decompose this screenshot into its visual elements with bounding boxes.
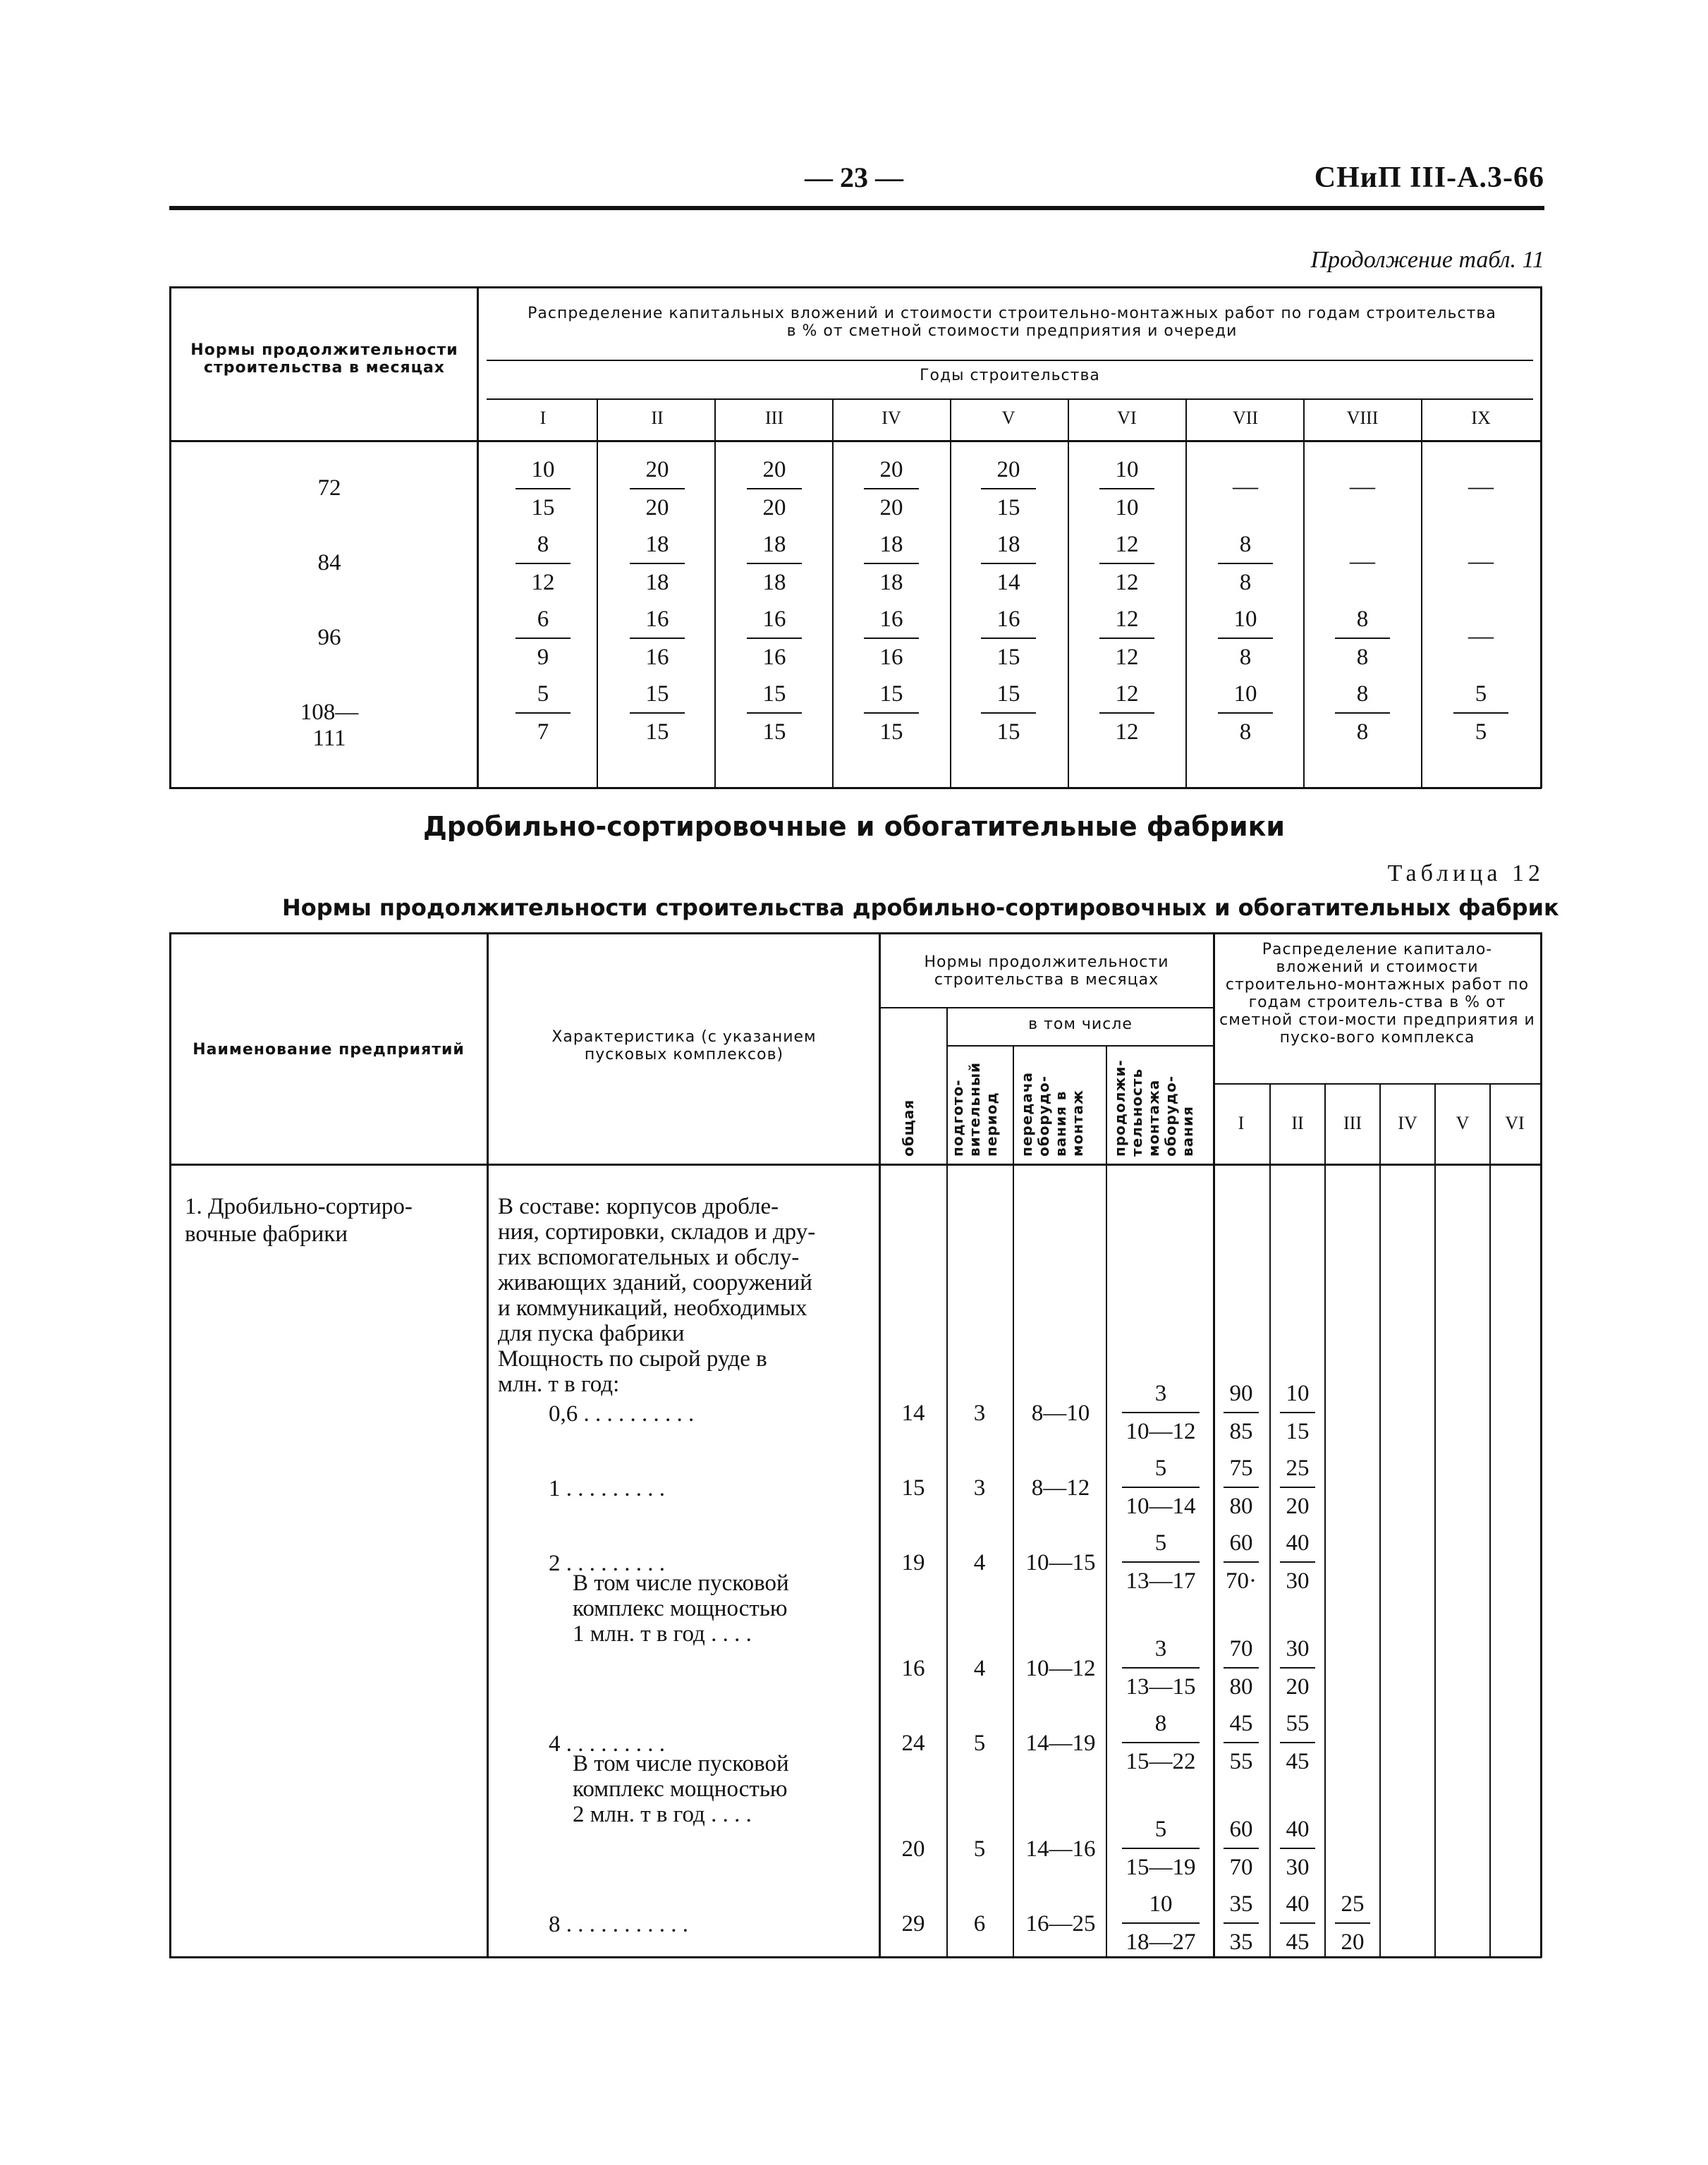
year-col-III: III xyxy=(765,408,783,428)
cell-fraction-numerator: 15 xyxy=(762,681,786,707)
cell-dash: — xyxy=(1350,547,1375,575)
table-12-label: Таблица 12 xyxy=(1387,860,1544,886)
cell-fraction-numerator: 20 xyxy=(996,457,1020,482)
row-year-fraction-numerator: 40 xyxy=(1286,1891,1310,1917)
row-year-fraction xyxy=(1269,1454,1326,1520)
cell-dash: — xyxy=(1468,472,1494,500)
row-year-fraction-numerator: 60 xyxy=(1229,1530,1253,1556)
cell-fraction-bar xyxy=(516,638,571,639)
page-number: — 23 — xyxy=(805,161,903,193)
cell-fraction-bar xyxy=(981,563,1036,564)
row-year-fraction-denominator: 45 xyxy=(1286,1929,1310,1955)
row-equip: 8—12 xyxy=(1031,1475,1090,1501)
composition-line: ния, сортировки, складов и дру- xyxy=(498,1219,816,1245)
row-year-fraction xyxy=(1213,1890,1269,1956)
cell-fraction-numerator: 16 xyxy=(879,606,903,632)
cell-fraction-denominator: 8 xyxy=(1239,570,1252,595)
row-year-fraction-denominator: 20 xyxy=(1286,1494,1310,1519)
cell-fraction-denominator: 12 xyxy=(1115,645,1139,670)
cell-fraction-denominator: 20 xyxy=(645,495,669,520)
row-equip: 16—25 xyxy=(1025,1911,1096,1937)
row-year-fraction xyxy=(1269,1635,1326,1701)
cell-fraction-denominator: 12 xyxy=(1115,570,1139,595)
cell-fraction-denominator: 18 xyxy=(645,570,669,595)
composition-line: В составе: корпусов дробле- xyxy=(498,1194,779,1219)
row-year-fraction-bar xyxy=(1280,1412,1315,1413)
cell-fraction xyxy=(853,680,930,746)
year-col-IV: IV xyxy=(882,408,901,428)
row-year-fraction-numerator: 30 xyxy=(1286,1636,1310,1661)
cell-fraction xyxy=(1324,680,1401,746)
year-col-VI: VI xyxy=(1505,1113,1525,1133)
row-year-fraction-denominator: 20 xyxy=(1341,1929,1365,1955)
cell-fraction-numerator: 5 xyxy=(537,681,549,707)
cell-fraction xyxy=(1088,456,1166,522)
row-prep: 5 xyxy=(973,1731,986,1756)
cell-fraction xyxy=(618,530,696,597)
row-year-fraction-numerator: 40 xyxy=(1286,1817,1310,1842)
cell-fraction-numerator: 15 xyxy=(879,681,903,707)
cell-dash: — xyxy=(1468,547,1494,575)
cell-fraction xyxy=(970,680,1047,746)
row-label-line: комплекс мощностью xyxy=(573,1776,788,1802)
row-year-fraction-numerator: 60 xyxy=(1229,1817,1253,1842)
row-mount-fraction-bar xyxy=(1122,1412,1200,1413)
row-mount-fraction xyxy=(1111,1454,1210,1520)
row-mount-fraction xyxy=(1111,1709,1210,1776)
cell-dash: — xyxy=(1468,621,1494,650)
cell-fraction xyxy=(504,456,582,522)
row-year-fraction xyxy=(1213,1454,1269,1520)
cell-fraction-denominator: 8 xyxy=(1356,719,1369,745)
row-year-fraction-numerator: 75 xyxy=(1229,1456,1253,1481)
cell-fraction-denominator: 8 xyxy=(1239,645,1252,670)
row-year-fraction-denominator: 20 xyxy=(1286,1674,1310,1700)
cell-fraction-denominator: 15 xyxy=(996,719,1020,745)
row-prep: 4 xyxy=(973,1656,986,1681)
row-months: 84 xyxy=(317,550,341,575)
cell-fraction-numerator: 12 xyxy=(1115,532,1139,557)
cell-fraction-bar xyxy=(516,712,571,714)
row-year-fraction-bar xyxy=(1224,1848,1259,1849)
composition-line: для пуска фабрики xyxy=(498,1321,685,1346)
row-year-fraction-denominator: 70 xyxy=(1229,1855,1253,1880)
cell-fraction xyxy=(736,456,813,522)
cell-fraction-bar xyxy=(864,488,919,489)
row-label: 8 . . . . . . . . . . . xyxy=(549,1912,688,1937)
cell-fraction-numerator: 8 xyxy=(1356,681,1369,707)
row-year-fraction xyxy=(1213,1635,1269,1701)
row-label: 2 . . . . . . . . . xyxy=(549,1551,665,1576)
cell-fraction xyxy=(970,456,1047,522)
cell-fraction-numerator: 18 xyxy=(996,532,1020,557)
row-label: 4 . . . . . . . . . xyxy=(549,1731,665,1757)
row-mount-fraction xyxy=(1111,1890,1210,1956)
row-year-fraction-denominator: 45 xyxy=(1286,1749,1310,1774)
cell-fraction-numerator: 8 xyxy=(1356,606,1369,632)
row-prep: 3 xyxy=(973,1401,986,1426)
cell-fraction-numerator: 20 xyxy=(879,457,903,482)
cell-fraction-denominator: 5 xyxy=(1475,719,1487,745)
row-equip: 10—12 xyxy=(1025,1656,1096,1681)
composition-line: Мощность по сырой руде в xyxy=(498,1346,767,1372)
row-year-fraction-bar xyxy=(1280,1667,1315,1669)
cell-fraction-denominator: 15 xyxy=(531,495,555,520)
row-mount-fraction xyxy=(1111,1379,1210,1446)
cell-fraction-bar xyxy=(1453,712,1508,714)
row-year-fraction-bar xyxy=(1280,1742,1315,1743)
row-year-fraction xyxy=(1269,1379,1326,1446)
year-col-VII: VII xyxy=(1232,408,1259,428)
cell-fraction-bar xyxy=(516,563,571,564)
cell-fraction-numerator: 10 xyxy=(1115,457,1139,482)
row-prep: 3 xyxy=(973,1475,986,1501)
header-rule xyxy=(169,206,1544,210)
row-mount-fraction-denominator: 13—17 xyxy=(1126,1568,1196,1594)
cell-fraction-bar xyxy=(747,563,802,564)
cell-fraction-denominator: 8 xyxy=(1239,719,1252,745)
cell-fraction-numerator: 18 xyxy=(762,532,786,557)
cell-fraction xyxy=(853,605,930,671)
row-year-fraction xyxy=(1213,1709,1269,1776)
row-year-fraction-bar xyxy=(1280,1487,1315,1488)
cell-fraction-bar xyxy=(981,712,1036,714)
cell-fraction-numerator: 16 xyxy=(762,606,786,632)
cell-fraction-denominator: 18 xyxy=(762,570,786,595)
t12-head-characteristic: Характеристика (с указанием пусковых комплексов) xyxy=(551,1028,817,1063)
cell-fraction xyxy=(736,605,813,671)
cell-fraction-numerator: 16 xyxy=(645,606,669,632)
cell-fraction-bar xyxy=(630,712,685,714)
cell-fraction-denominator: 12 xyxy=(531,570,555,595)
year-col-V: V xyxy=(1456,1113,1470,1133)
cell-fraction-denominator: 16 xyxy=(645,645,669,670)
row-year-fraction-denominator: 55 xyxy=(1229,1749,1253,1774)
year-col-V: V xyxy=(1001,408,1015,428)
cell-dash: — xyxy=(1233,472,1258,500)
cell-fraction xyxy=(1088,605,1166,671)
cell-fraction-denominator: 8 xyxy=(1356,645,1369,670)
row-year-fraction-denominator: 30 xyxy=(1286,1855,1310,1880)
year-col-I: I xyxy=(1238,1113,1245,1133)
year-col-IV: IV xyxy=(1398,1113,1417,1133)
cell-fraction-numerator: 8 xyxy=(537,532,549,557)
row-year-fraction-numerator: 10 xyxy=(1286,1381,1310,1406)
t12-head-prep: подгото-вительный период xyxy=(949,1061,1000,1157)
cell-fraction-denominator: 16 xyxy=(879,645,903,670)
t11-head-distribution: Распределение капитальных вложений и стоимости строительно-монтажных работ по годам строительства в % от сметной стоимости предприятия и очереди xyxy=(527,305,1496,340)
cell-fraction-bar xyxy=(630,638,685,639)
cell-fraction-numerator: 20 xyxy=(645,457,669,482)
row-mount-fraction xyxy=(1111,1635,1210,1701)
cell-fraction-denominator: 14 xyxy=(996,570,1020,595)
cell-fraction xyxy=(504,680,582,746)
row-year-fraction-bar xyxy=(1280,1561,1315,1563)
row-year-fraction xyxy=(1213,1529,1269,1595)
row-equip: 14—19 xyxy=(1025,1731,1096,1756)
cell-fraction-bar xyxy=(1218,638,1273,639)
row-year-fraction xyxy=(1324,1890,1381,1956)
cell-fraction-bar xyxy=(1335,712,1390,714)
row-mount-fraction-bar xyxy=(1122,1667,1200,1669)
cell-fraction-numerator: 15 xyxy=(996,681,1020,707)
cell-fraction xyxy=(1324,605,1401,671)
row-year-fraction-bar xyxy=(1224,1561,1259,1563)
cell-fraction-numerator: 6 xyxy=(537,606,549,632)
cell-fraction-denominator: 20 xyxy=(762,495,786,520)
row-year-fraction-numerator: 35 xyxy=(1229,1891,1253,1917)
continuation-label: Продолжение табл. 11 xyxy=(1310,247,1544,273)
row-label-line: комплекс мощностью xyxy=(573,1596,788,1621)
row-mount-fraction-bar xyxy=(1122,1487,1200,1488)
cell-fraction-numerator: 20 xyxy=(762,457,786,482)
cell-fraction xyxy=(1442,680,1520,746)
cell-fraction-numerator: 8 xyxy=(1239,532,1252,557)
row-year-fraction-bar xyxy=(1224,1412,1259,1413)
cell-fraction-bar xyxy=(1335,638,1390,639)
cell-fraction-denominator: 7 xyxy=(537,719,549,745)
cell-dash: — xyxy=(1350,472,1375,500)
cell-fraction-numerator: 18 xyxy=(879,532,903,557)
row-mount-fraction xyxy=(1111,1815,1210,1882)
row-year-fraction-bar xyxy=(1335,1922,1370,1924)
cell-fraction xyxy=(1207,605,1284,671)
cell-fraction-denominator: 9 xyxy=(537,645,549,670)
row-year-fraction-denominator: 15 xyxy=(1286,1419,1310,1444)
cell-fraction-bar xyxy=(864,712,919,714)
cell-fraction-numerator: 16 xyxy=(996,606,1020,632)
row-label-line: В том числе пусковой xyxy=(573,1751,789,1776)
year-col-I: I xyxy=(539,408,547,428)
composition-line: гих вспомогательных и обслу- xyxy=(498,1245,800,1270)
row-months: 72 xyxy=(317,475,341,501)
cell-fraction-bar xyxy=(1099,712,1154,714)
cell-fraction-denominator: 15 xyxy=(996,645,1020,670)
cell-fraction-bar xyxy=(747,488,802,489)
row-label: 1 . . . . . . . . . xyxy=(549,1476,665,1501)
cell-fraction-denominator: 15 xyxy=(762,719,786,745)
year-col-III: III xyxy=(1343,1113,1362,1133)
row-mount-fraction-numerator: 5 xyxy=(1154,1530,1167,1556)
row-year-fraction xyxy=(1269,1529,1326,1595)
composition-line: живающих зданий, сооружений xyxy=(498,1270,812,1295)
table-12-title: Нормы продолжительности строительства дробильно-сортировочных и обогатительных фабрик xyxy=(282,894,1559,921)
row-equip: 10—15 xyxy=(1025,1550,1096,1575)
row-mount-fraction-bar xyxy=(1122,1561,1200,1563)
cell-fraction-bar xyxy=(1099,638,1154,639)
year-col-II: II xyxy=(1291,1113,1304,1133)
cell-fraction-numerator: 5 xyxy=(1475,681,1487,707)
cell-fraction xyxy=(504,605,582,671)
row-year-fraction xyxy=(1269,1890,1326,1956)
cell-fraction-denominator: 10 xyxy=(1115,495,1139,520)
row-year-fraction-bar xyxy=(1224,1922,1259,1924)
row-mount-fraction-numerator: 8 xyxy=(1154,1711,1167,1736)
cell-fraction-bar xyxy=(1099,488,1154,489)
row-year-fraction-denominator: 85 xyxy=(1229,1419,1253,1444)
row-label-line: 2 млн. т в год . . . . xyxy=(573,1802,752,1827)
row-total: 20 xyxy=(901,1836,925,1862)
row-prep: 6 xyxy=(973,1911,986,1937)
row-year-fraction-denominator: 30 xyxy=(1286,1568,1310,1594)
row-year-fraction-numerator: 40 xyxy=(1286,1530,1310,1556)
row-year-fraction-denominator: 80 xyxy=(1229,1674,1253,1700)
row-mount-fraction-numerator: 10 xyxy=(1149,1891,1173,1917)
row-year-fraction-numerator: 25 xyxy=(1341,1891,1365,1917)
row-total: 14 xyxy=(901,1401,925,1426)
year-col-VI: VI xyxy=(1117,408,1137,428)
cell-fraction-denominator: 15 xyxy=(645,719,669,745)
cell-fraction xyxy=(853,456,930,522)
row-year-fraction-numerator: 25 xyxy=(1286,1456,1310,1481)
t12-head-name: Наименование предприятий xyxy=(193,1041,465,1059)
cell-fraction xyxy=(1207,530,1284,597)
cell-fraction xyxy=(736,680,813,746)
composition-line: и коммуникаций, необходимых xyxy=(498,1295,807,1321)
t12-head-incl: в том числе xyxy=(1028,1016,1133,1033)
cell-fraction-numerator: 10 xyxy=(1233,681,1257,707)
cell-fraction-numerator: 12 xyxy=(1115,681,1139,707)
row-mount-fraction-numerator: 5 xyxy=(1154,1817,1167,1842)
cell-fraction xyxy=(1088,530,1166,597)
cell-fraction-denominator: 15 xyxy=(996,495,1020,520)
row-year-fraction xyxy=(1213,1379,1269,1446)
row-year-fraction-denominator: 80 xyxy=(1229,1494,1253,1519)
row-mount-fraction-denominator: 18—27 xyxy=(1126,1929,1196,1955)
cell-fraction xyxy=(618,456,696,522)
cell-fraction-bar xyxy=(1218,712,1273,714)
row-year-fraction-bar xyxy=(1224,1667,1259,1669)
row-mount-fraction-numerator: 3 xyxy=(1154,1636,1167,1661)
cell-fraction xyxy=(970,605,1047,671)
cell-fraction xyxy=(853,530,930,597)
row-year-fraction-bar xyxy=(1224,1487,1259,1488)
cell-fraction xyxy=(736,530,813,597)
row-year-fraction-bar xyxy=(1280,1848,1315,1849)
row-total: 16 xyxy=(901,1656,925,1681)
cell-fraction-bar xyxy=(1099,563,1154,564)
row-year-fraction-bar xyxy=(1224,1742,1259,1743)
cell-fraction-denominator: 16 xyxy=(762,645,786,670)
t12-head-equip: передача оборудо-вания в монтаж xyxy=(1018,1071,1086,1157)
cell-fraction xyxy=(504,530,582,597)
t12-head-norms: Нормы продолжительности строительства в месяцах xyxy=(924,953,1169,989)
cell-fraction-bar xyxy=(630,488,685,489)
row-months: 108—111 xyxy=(300,700,359,751)
document-code: СНиП III-А.3-66 xyxy=(1314,161,1544,194)
cell-fraction-numerator: 10 xyxy=(1233,606,1257,632)
row-year-fraction xyxy=(1269,1709,1326,1776)
row-prep: 4 xyxy=(973,1550,986,1575)
t11-head-months: Нормы продолжительности строительства в месяцах xyxy=(190,341,458,377)
row-total: 19 xyxy=(901,1550,925,1575)
t12-enterprise-name: 1. Дробильно-сортиро-вочные фабрики xyxy=(185,1194,413,1247)
cell-fraction-denominator: 15 xyxy=(879,719,903,745)
cell-fraction-denominator: 18 xyxy=(879,570,903,595)
row-mount-fraction-denominator: 10—14 xyxy=(1126,1494,1196,1519)
year-col-IX: IX xyxy=(1471,408,1491,428)
row-mount-fraction-numerator: 5 xyxy=(1154,1456,1167,1481)
cell-fraction-numerator: 18 xyxy=(645,532,669,557)
row-year-fraction-denominator: 70· xyxy=(1226,1568,1257,1594)
row-mount-fraction-denominator: 15—19 xyxy=(1126,1855,1196,1880)
row-mount-fraction-denominator: 10—12 xyxy=(1126,1419,1196,1444)
t12-head-distribution: Распределение капитало-вложений и стоимости строительно-монтажных работ по годам строитель-ства в % от сметной стои-мости предприятия и пуско-вого комплекса xyxy=(1219,941,1535,1047)
row-equip: 14—16 xyxy=(1025,1836,1096,1862)
composition-line: млн. т в год: xyxy=(498,1372,620,1397)
row-total: 29 xyxy=(901,1911,925,1937)
cell-fraction-numerator: 10 xyxy=(531,457,555,482)
cell-fraction xyxy=(1088,680,1166,746)
row-mount-fraction-numerator: 3 xyxy=(1154,1381,1167,1406)
row-mount-fraction-bar xyxy=(1122,1922,1200,1924)
cell-fraction-bar xyxy=(864,638,919,639)
t11-head-years: Годы строительства xyxy=(920,367,1100,384)
year-col-II: II xyxy=(651,408,664,428)
section-title: Дробильно-сортировочные и обогатительные фабрики xyxy=(422,811,1286,842)
row-total: 15 xyxy=(901,1475,925,1501)
cell-fraction-bar xyxy=(1218,563,1273,564)
row-mount-fraction-denominator: 15—22 xyxy=(1126,1749,1196,1774)
t12-head-mount: продолжи-тельность монтажа оборудо-вания xyxy=(1111,1059,1196,1157)
row-months: 96 xyxy=(317,625,341,650)
cell-fraction-bar xyxy=(864,563,919,564)
cell-fraction xyxy=(618,680,696,746)
row-year-fraction-denominator: 35 xyxy=(1229,1929,1253,1955)
cell-fraction-bar xyxy=(747,712,802,714)
row-mount-fraction-bar xyxy=(1122,1848,1200,1849)
row-year-fraction xyxy=(1213,1815,1269,1882)
row-total: 24 xyxy=(901,1731,925,1756)
row-mount-fraction-denominator: 13—15 xyxy=(1126,1674,1196,1700)
row-year-fraction-numerator: 70 xyxy=(1229,1636,1253,1661)
row-label-line: 1 млн. т в год . . . . xyxy=(573,1621,752,1647)
cell-fraction xyxy=(970,530,1047,597)
cell-fraction xyxy=(1207,680,1284,746)
cell-fraction xyxy=(618,605,696,671)
row-label-line: В том числе пусковой xyxy=(573,1571,789,1596)
t12-head-total: общая xyxy=(900,1099,917,1157)
cell-fraction-bar xyxy=(630,563,685,564)
row-year-fraction-numerator: 90 xyxy=(1229,1381,1253,1406)
row-label: 0,6 . . . . . . . . . . xyxy=(549,1401,695,1427)
row-year-fraction-bar xyxy=(1280,1922,1315,1924)
row-mount-fraction-bar xyxy=(1122,1742,1200,1743)
cell-fraction-denominator: 20 xyxy=(879,495,903,520)
cell-fraction-bar xyxy=(516,488,571,489)
row-year-fraction-numerator: 55 xyxy=(1286,1711,1310,1736)
cell-fraction-numerator: 15 xyxy=(645,681,669,707)
cell-fraction-bar xyxy=(747,638,802,639)
cell-fraction-denominator: 12 xyxy=(1115,719,1139,745)
row-year-fraction-numerator: 45 xyxy=(1229,1711,1253,1736)
year-col-VIII: VIII xyxy=(1346,408,1379,428)
cell-fraction-bar xyxy=(981,488,1036,489)
row-equip: 8—10 xyxy=(1031,1401,1090,1426)
row-mount-fraction xyxy=(1111,1529,1210,1595)
row-year-fraction xyxy=(1269,1815,1326,1882)
row-prep: 5 xyxy=(973,1836,986,1862)
cell-fraction-numerator: 12 xyxy=(1115,606,1139,632)
cell-fraction-bar xyxy=(981,638,1036,639)
